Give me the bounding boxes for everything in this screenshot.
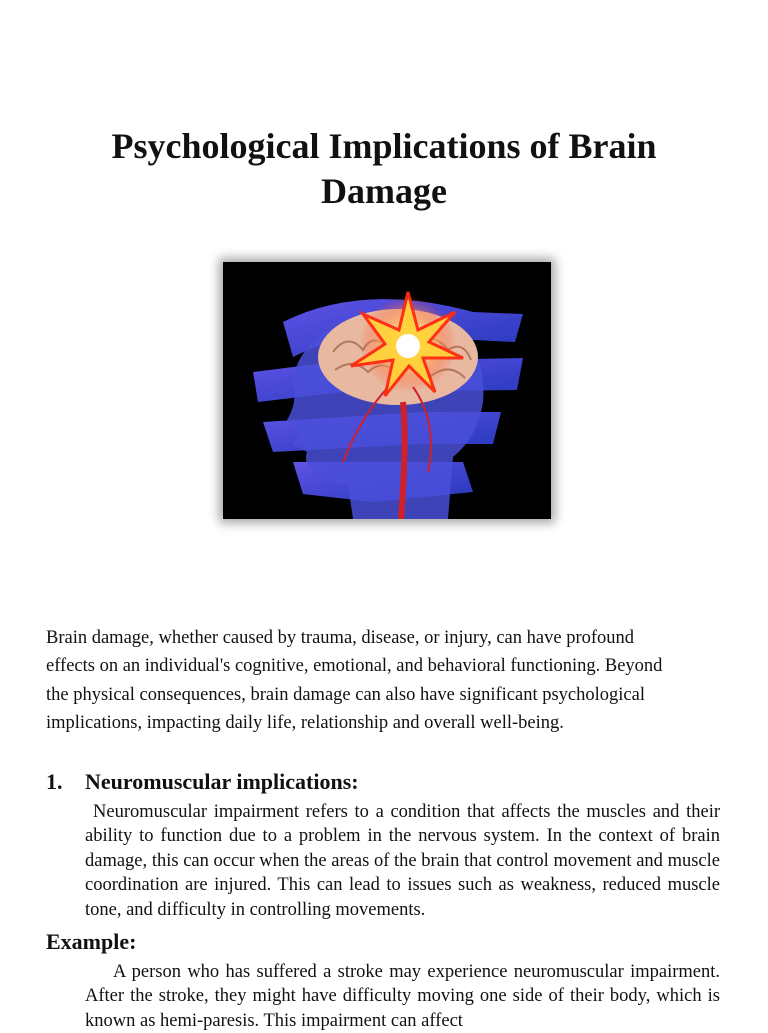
section-heading-text: Neuromuscular implications: bbox=[85, 769, 359, 794]
section-number: 1. bbox=[46, 769, 63, 794]
page-title: Psychological Implications of Brain Damage bbox=[111, 126, 657, 211]
brain-injury-icon bbox=[223, 262, 551, 519]
section-body: Neuromuscular impairment refers to a condition that affects the muscles and their ability to function due to a problem in the nervous system. In the context of brain damage, this can occur when the areas of the brain that control movement and muscle coordination are injured. This can lead to issues such as weakness, reduced muscle tone, and difficulty in controlling movements. bbox=[85, 802, 720, 920]
section-heading bbox=[46, 767, 726, 797]
brain-injury-illustration bbox=[223, 262, 551, 519]
example-heading: Example: bbox=[46, 929, 137, 954]
intro-paragraph: Brain damage, whether caused by trauma, disease, or injury, can have profound effects on an individual's cognitive, emotional, and behavioral functioning. Beyond the physical consequences, brain damage can also have significant psychological implications, impacting daily life, relationship and overall well-being. bbox=[46, 628, 663, 733]
example-body: A person who has suffered a stroke may experience neuromuscular impairment. After the stroke, they might have difficulty moving one side of their body, which is known as hemi-paresis. This impairment can affect bbox=[85, 962, 720, 1031]
